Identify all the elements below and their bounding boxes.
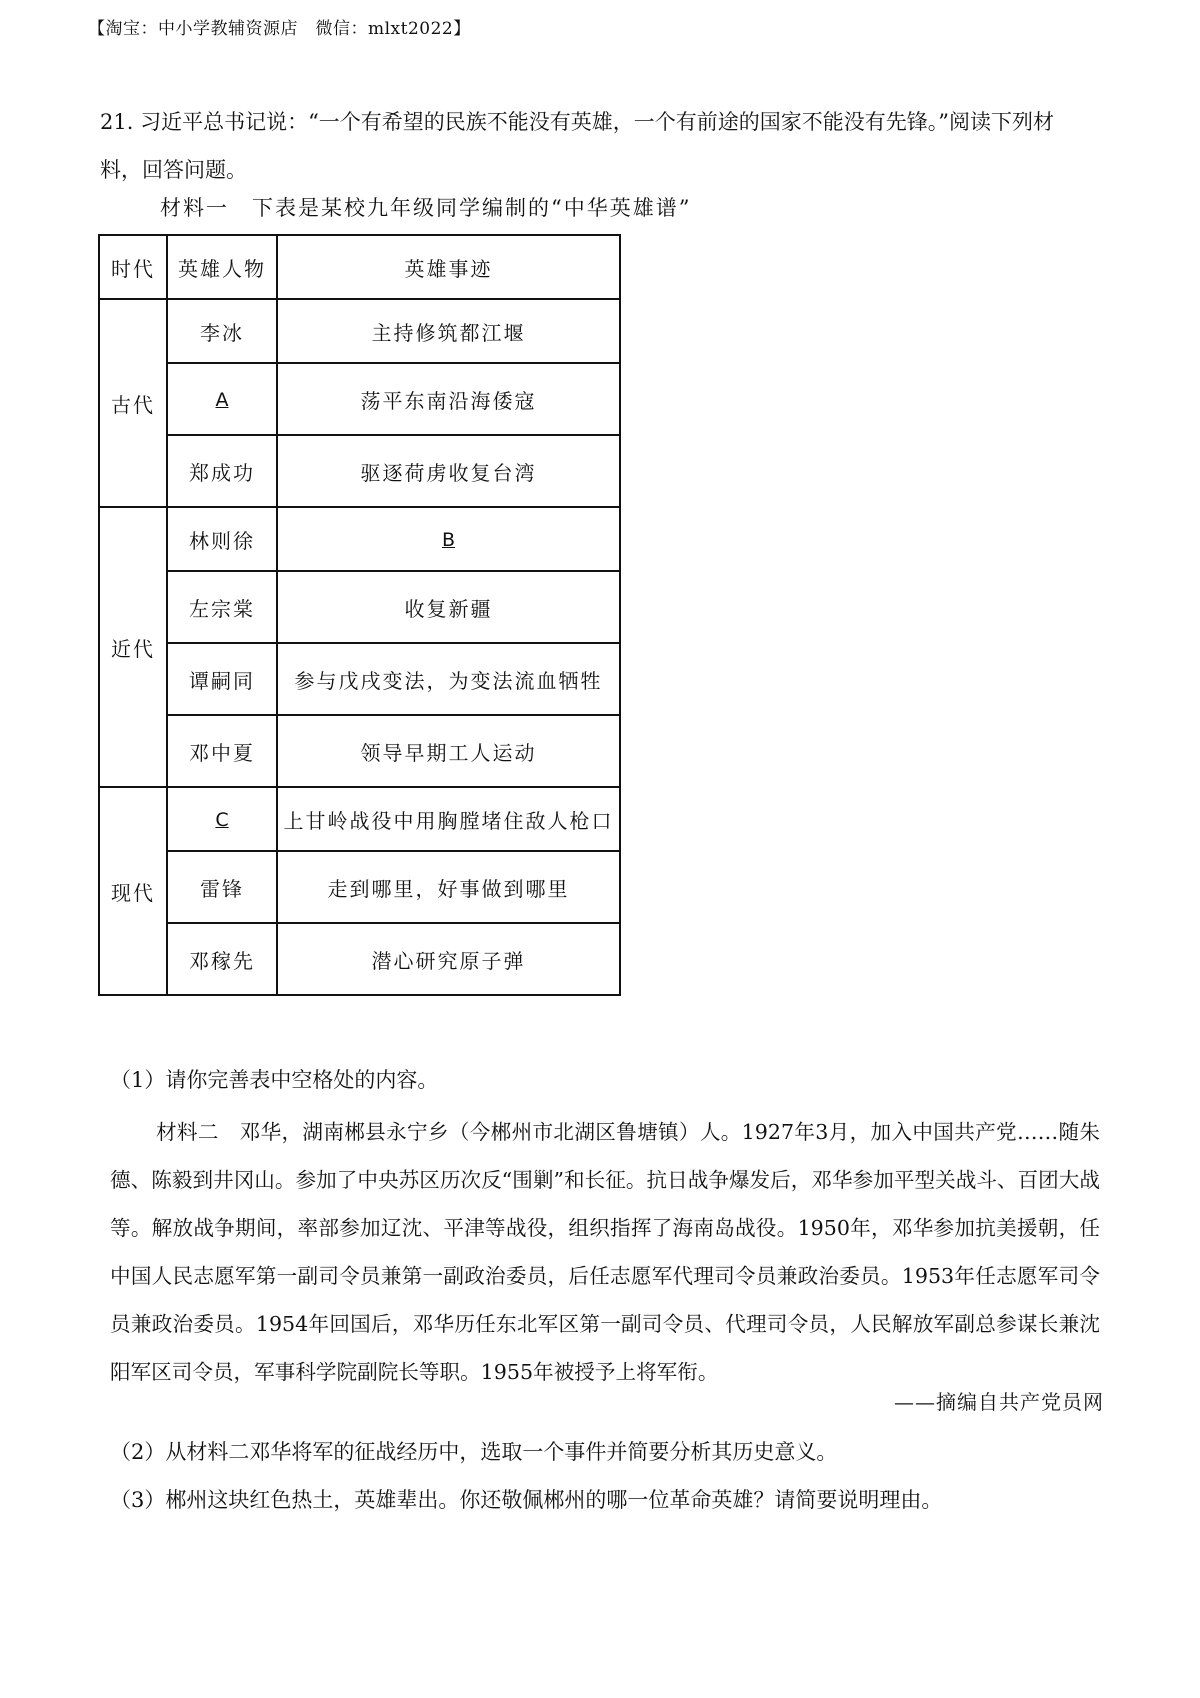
era-cell-contemporary: 现代	[99, 787, 167, 995]
deed-cell: 走到哪里，好事做到哪里	[277, 851, 620, 923]
deed-cell: 上甘岭战役中用胸膛堵住敌人枪口	[277, 787, 620, 851]
table-row	[99, 571, 620, 643]
header-person: 英雄人物	[167, 235, 277, 299]
table-row	[99, 851, 620, 923]
table-row	[99, 923, 620, 995]
table-row	[99, 715, 620, 787]
blank-c: C	[215, 809, 229, 831]
material-two-paragraph	[110, 1108, 1100, 1396]
header-deed: 英雄事迹	[277, 235, 620, 299]
deed-cell: 参与戊戌变法，为变法流血牺牲	[277, 643, 620, 715]
header-era: 时代	[99, 235, 167, 299]
table-row	[99, 299, 620, 363]
deed-cell: 潜心研究原子弹	[277, 923, 620, 995]
material-two-source: ——摘编自共产党员网	[894, 1390, 1104, 1414]
deed-cell: 收复新疆	[277, 571, 620, 643]
material-two-text: 材料二 邓华，湖南郴县永宁乡（今郴州市北湖区鲁塘镇）人。1927年3月，加入中国共产党……随朱德、陈毅到井冈山。参加了中央苏区历次反“围剿”和长征。抗日战争爆发后，邓华参加平型关战斗、百团大战等。解放战争期间，率部参加辽沈、平津等战役，组织指挥了海南岛战役。1950年，邓华参加抗美援朝，任中国人民志愿军第一副司令员兼第一副政治委员，后任志愿军代理司令员兼政治委员。1953年任志愿军司令员兼政治委员。1954年回国后，邓华历任东北军区第一副司令员、代理司令员，人民解放军副总参谋长兼沈阳军区司令员，军事科学院副院长等职。1955年被授予上将军衔。	[110, 1120, 1100, 1384]
deed-cell: 领导早期工人运动	[277, 715, 620, 787]
sub-question-2: （2）从材料二邓华将军的征战经历中，选取一个事件并简要分析其历史意义。	[110, 1440, 838, 1464]
table-row	[99, 787, 620, 851]
sub-question-1: （1）请你完善表中空格处的内容。	[110, 1068, 439, 1092]
table-caption: 材料一 下表是某校九年级同学编制的“中华英雄谱”	[160, 196, 692, 220]
page-header: 【淘宝：中小学教辅资源店 微信：mlxt2022】	[88, 19, 471, 39]
table-row	[99, 435, 620, 507]
question-line-1: 21. 习近平总书记说：“一个有希望的民族不能没有英雄，一个有前途的国家不能没有先锋。”阅读下列材	[100, 110, 1055, 134]
era-cell-ancient: 古代	[99, 299, 167, 507]
era-cell-modern: 近代	[99, 507, 167, 787]
table-row	[99, 643, 620, 715]
table-row	[99, 363, 620, 435]
deed-cell-blank-b	[277, 507, 620, 571]
person-cell: 左宗棠	[167, 571, 277, 643]
blank-a: A	[215, 389, 229, 411]
blank-b: B	[441, 529, 456, 551]
person-cell-blank-c	[167, 787, 277, 851]
hero-table	[98, 234, 621, 996]
question-line-2: 料，回答问题。	[100, 158, 247, 182]
person-cell: 李冰	[167, 299, 277, 363]
table-header-row	[99, 235, 620, 299]
person-cell: 雷锋	[167, 851, 277, 923]
question-stem	[100, 98, 1100, 194]
person-cell: 郑成功	[167, 435, 277, 507]
table-row	[99, 507, 620, 571]
person-cell: 邓稼先	[167, 923, 277, 995]
deed-cell: 主持修筑都江堰	[277, 299, 620, 363]
deed-cell: 荡平东南沿海倭寇	[277, 363, 620, 435]
person-cell: 谭嗣同	[167, 643, 277, 715]
sub-question-3: （3）郴州这块红色热土，英雄辈出。你还敬佩郴州的哪一位革命英雄？请简要说明理由。	[110, 1488, 943, 1512]
person-cell: 邓中夏	[167, 715, 277, 787]
deed-cell: 驱逐荷虏收复台湾	[277, 435, 620, 507]
person-cell-blank-a	[167, 363, 277, 435]
person-cell: 林则徐	[167, 507, 277, 571]
